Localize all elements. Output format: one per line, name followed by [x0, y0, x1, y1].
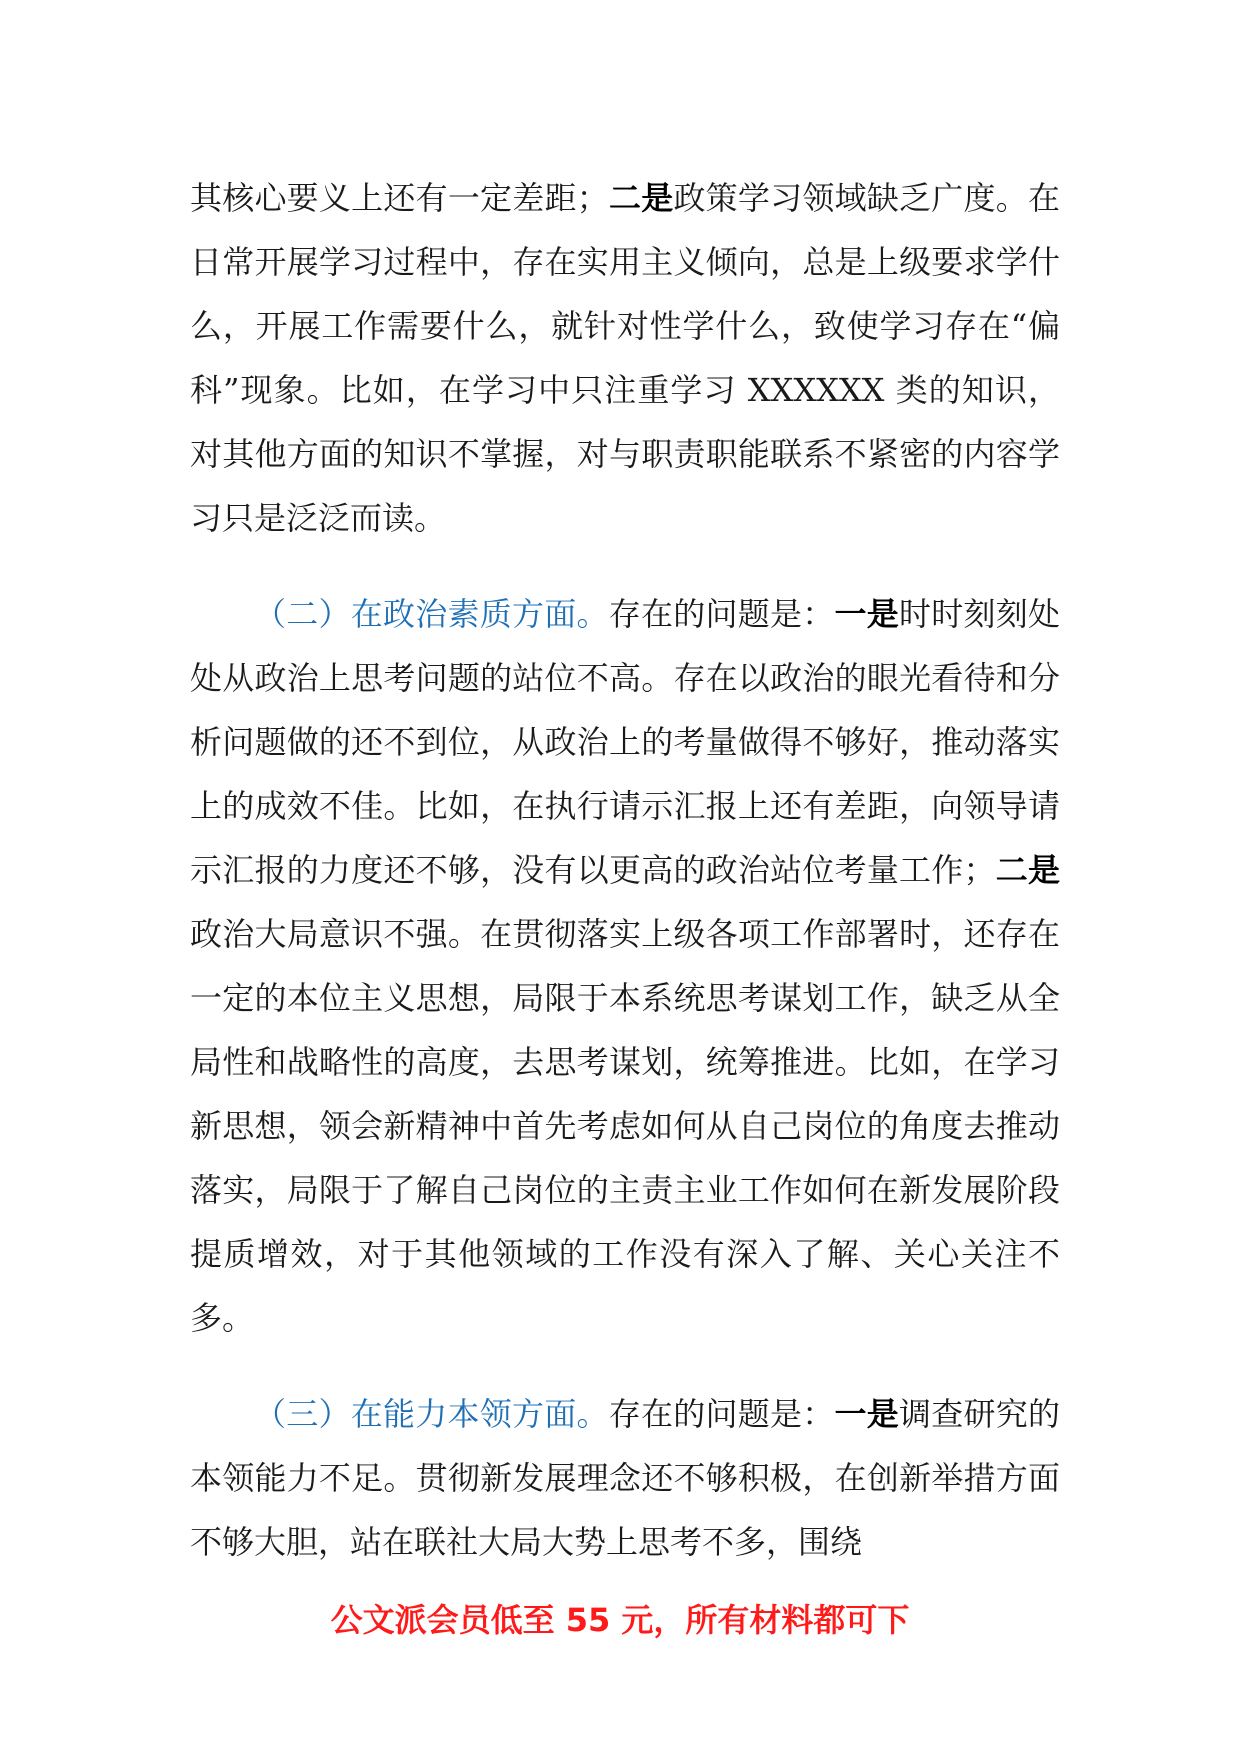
document-body [190, 166, 1060, 1574]
text-segment: 调查研究的本领能力不足。贯彻新发展理念还不够积极，在创新举措方面不够大胆，站在联社大局大势上思考不多，围绕 [190, 1395, 1060, 1561]
section-heading-ability: （三）在能力本领方面。 [254, 1395, 609, 1433]
promo-banner: 公文派会员低至 55 元，所有材料都可下 [330, 1601, 910, 1639]
paragraph-study-gaps [190, 166, 1060, 550]
paragraph-ability [190, 1382, 1060, 1574]
emphasis-er-shi: 二是 [608, 179, 674, 217]
text-segment: 存在的问题是： [608, 1395, 835, 1433]
section-heading-political-quality: （二）在政治素质方面。 [254, 595, 609, 633]
paragraph-political-quality [190, 582, 1060, 1350]
text-segment: 政治大局意识不强。在贯彻落实上级各项工作部署时，还存在一定的本位主义思想，局限于本系统思考谋划工作，缺乏从全局性和战略性的高度，去思考谋划，统筹推进。比如，在学习新思想，领会新精神中首先考虑如何从自己岗位的角度去推动落实，局限于了解自己岗位的主责主业工作如何在新发展阶段提质增效，对于其他领域的工作没有深入了解、关心关注不多。 [190, 915, 1060, 1337]
text-segment: 政策学习领域缺乏广度。在日常开展学习过程中，存在实用主义倾向，总是上级要求学什么，开展工作需要什么，就针对性学什么，致使学习存在“偏科”现象。比如，在学习中只注重学习 XXXXXX 类的知识，对其他方面的知识不掌握，对与职责职能联系不紧密的内容学习只是泛泛而读。 [190, 179, 1060, 537]
emphasis-er-shi: 二是 [995, 851, 1060, 889]
text-segment: 存在的问题是： [608, 595, 835, 633]
text-segment: 其核心要义上还有一定差距； [190, 179, 609, 217]
emphasis-yi-shi: 一是 [834, 595, 899, 633]
emphasis-yi-shi: 一是 [834, 1395, 899, 1433]
text-segment: 时时刻刻处处从政治上思考问题的站位不高。存在以政治的眼光看待和分析问题做的还不到位，从政治上的考量做得不够好，推动落实上的成效不佳。比如，在执行请示汇报上还有差距，向领导请示汇报的力度还不够，没有以更高的政治站位考量工作； [190, 595, 1060, 889]
